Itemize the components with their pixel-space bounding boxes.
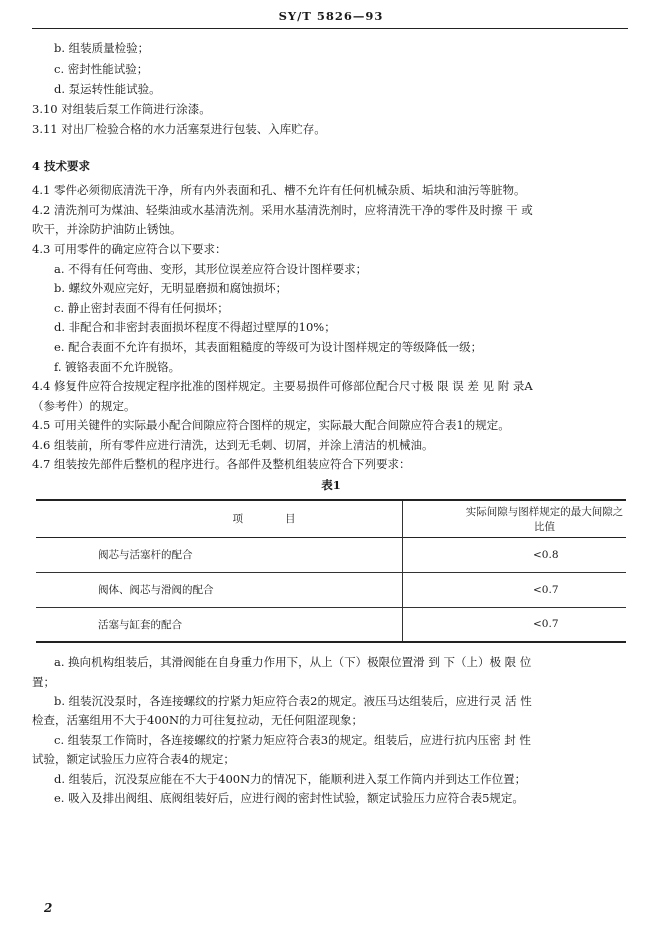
list-item: a. 不得有任何弯曲、变形，其形位误差应符合设计图样要求； bbox=[54, 262, 368, 276]
list-item: d. 泵运转性能试验。 bbox=[54, 82, 161, 96]
table-caption: 表1 bbox=[321, 478, 341, 492]
list-item: c. 静止密封表面不得有任何损坏； bbox=[54, 301, 229, 315]
table-cell: 阀芯与活塞杆的配合 bbox=[98, 549, 193, 561]
section-heading: 4 技术要求 bbox=[32, 159, 91, 173]
table-cell: 阀体、阀芯与滑阀的配合 bbox=[98, 584, 214, 596]
list-item: f. 镀铬表面不允许脱铬。 bbox=[54, 360, 181, 374]
clause-3-11: 3.11 对出厂检验合格的水力活塞泵进行包装、入库贮存。 bbox=[32, 122, 326, 136]
standard-code-header: SY/T 5826—93 bbox=[278, 9, 384, 23]
clause-4-1: 4.1 零件必须彻底清洗干净，所有内外表面和孔、槽不允许有任何机械杂质、垢块和油污等脏物。 bbox=[32, 183, 526, 197]
table-row bbox=[36, 572, 626, 607]
clause-4-4: 4.4 修复件应符合按规定程序批准的图样规定。主要易损件可修部位配合尺寸极 限 误 差 见 附 录A bbox=[32, 379, 533, 393]
table-cell: <0.8 bbox=[403, 537, 627, 572]
table-header-row bbox=[36, 500, 626, 537]
list-item: d. 非配合和非密封表面损坏程度不得超过壁厚的10%； bbox=[54, 320, 336, 334]
table-cell: 活塞与缸套的配合 bbox=[98, 618, 182, 631]
header-rule bbox=[32, 28, 628, 29]
clause-4-5: 4.5 可用关键件的实际最小配合间隙应符合图样的规定，实际最大配合间隙应符合表1的规定。 bbox=[32, 418, 510, 432]
clause-4-2-cont: 吹干，并涂防护油防止锈蚀。 bbox=[32, 222, 182, 236]
table-cell: <0.7 bbox=[403, 607, 627, 642]
list-item-cont: 试验，额定试验压力应符合表4的规定； bbox=[32, 752, 235, 766]
list-item: a. 换向机构组装后，其滑阀能在自身重力作用下，从上（下）极限位置滑 到 下（上）极 限 位 bbox=[54, 655, 532, 669]
clause-4-6: 4.6 组装前，所有零件应进行清洗，达到无毛刺、切屑，并涂上清洁的机械油。 bbox=[32, 438, 434, 452]
list-item: e. 吸入及排出阀组、底阀组装好后，应进行阀的密封性试验，额定试验压力应符合表5规定。 bbox=[54, 791, 524, 805]
clause-4-7: 4.7 组装按先部件后整机的程序进行。各部件及整机组装应符合下列要求： bbox=[32, 457, 411, 471]
clause-3-10: 3.10 对组装后泵工作筒进行涂漆。 bbox=[32, 102, 211, 116]
list-item-cont: 检查，活塞组用不大于400N的力可往复拉动，无任何阻涩现象； bbox=[32, 713, 364, 727]
list-item: b. 组装质量检验； bbox=[54, 41, 150, 55]
list-item: d. 组装后，沉没泵应能在不大于400N力的情况下，能顺利进入泵工作筒内并到达工作位置； bbox=[54, 772, 527, 786]
table-row bbox=[36, 607, 626, 642]
clause-4-3: 4.3 可用零件的确定应符合以下要求： bbox=[32, 242, 227, 256]
list-item-cont: 置； bbox=[32, 675, 55, 689]
table-header-cell: 项 目 bbox=[232, 513, 296, 526]
table-row bbox=[36, 537, 626, 572]
page-number: 2 bbox=[44, 901, 53, 915]
clause-4-4-cont: （参考件）的规定。 bbox=[32, 399, 136, 413]
list-item: c. 组装泵工作筒时，各连接螺纹的拧紧力矩应符合表3的规定。组装后，应进行抗内压密 封 性 bbox=[54, 733, 531, 747]
list-item: b. 组装沉没泵时，各连接螺纹的拧紧力矩应符合表2的规定。液压马达组装后，应进行灵 活 性 bbox=[54, 694, 532, 708]
clearance-table bbox=[36, 499, 626, 643]
list-item: e. 配合表面不允许有损坏，其表面粗糙度的等级可为设计图样规定的等级降低一级； bbox=[54, 340, 483, 354]
list-item: b. 螺纹外观应完好，无明显磨损和腐蚀损坏； bbox=[54, 281, 288, 295]
table-cell: <0.7 bbox=[403, 572, 627, 607]
clause-4-2: 4.2 清洗剂可为煤油、轻柴油或水基清洗剂。采用水基清洗剂时，应将清洗干净的零件及时擦 干 或 bbox=[32, 203, 533, 217]
table-header-cell: 实际间隙与图样规定的最大间隙之比值 bbox=[403, 500, 627, 537]
list-item: c. 密封性能试验； bbox=[54, 62, 149, 76]
